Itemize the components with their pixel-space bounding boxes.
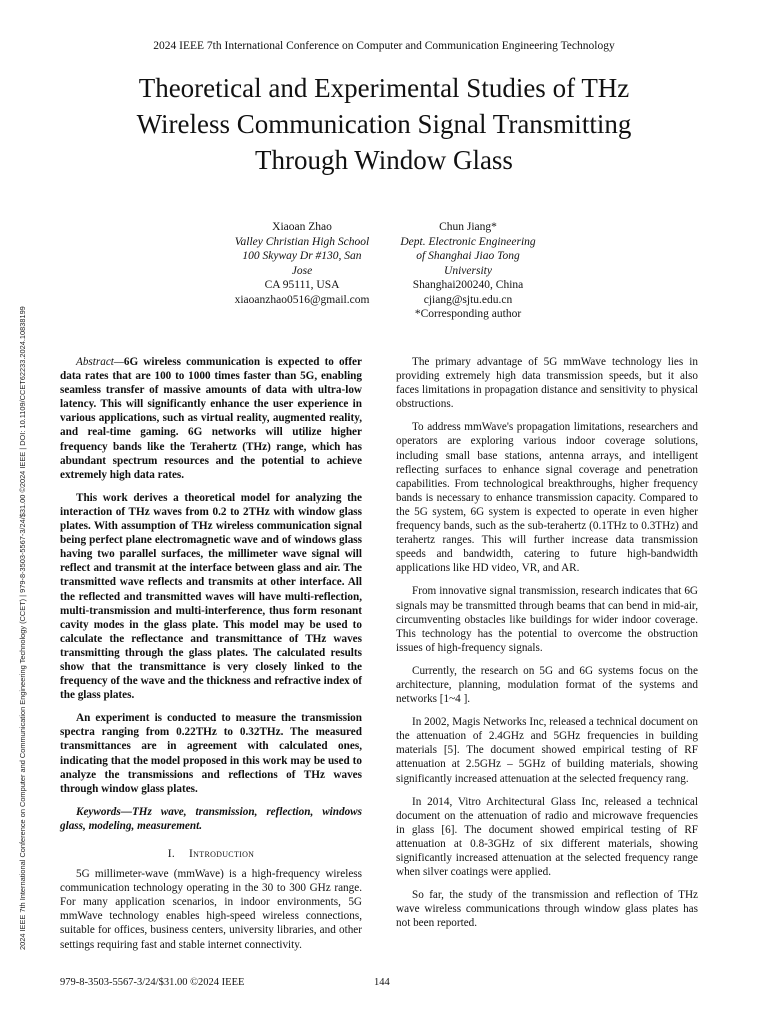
abstract xyxy=(60,355,362,796)
section-number: I. xyxy=(167,848,176,860)
author-address: Shanghai200240, China xyxy=(412,279,524,291)
abstract-paragraph: This work derives a theoretical model for analyzing the interaction of THz waves from 0.2 to 2THz with window glass plates. With assumption of THz wireless communication signal being perfect plane electromagnetic wave and of windows glass having two parallel surfaces, the millimeter wave signal will reflect and transmit at the interface between glass and air. The transmitted wave reflects and transmits at other interface. All the reflected and transmitted waves will have multi-reflection, multi-transmission and multi-interference, thus form resonant cavity modes in the glass plate. This model may be used to calculate the reflectance and transmittance of THz waves transmitting through the glass plates. The calculated results show that the transmittance is very closely linked to the frequency of the wave and the thickness and refractive index of the glass plates. xyxy=(60,491,362,702)
title-line: Theoretical and Experimental Studies of THz xyxy=(138,73,630,103)
body-paragraph: To address mmWave's propagation limitations, researchers and operators are exploring various indoor coverage solutions, including small base stations, antenna arrays, and intelligent reflecting surfaces to enhance signal coverage and penetration capabilities. From technological breakthroughs, higher frequency bands is necessary to enhance transmission capacity. Compared to the 5G system, 6G system is expected to operate in even higher frequency bands, such as the sub-terahertz (0.1THz to 0.3THz) and terahertz ranges. This will further increase data transmission speeds and bandwidth, catering to future high-bandwidth applications like HD video, VR, and AR. xyxy=(396,421,698,575)
title-line: Through Window Glass xyxy=(255,145,513,175)
footer-isbn: 979-8-3503-5567-3/24/$31.00 ©2024 IEEE xyxy=(60,977,245,988)
author-affiliation: University xyxy=(444,264,492,277)
paper-title xyxy=(60,70,708,178)
author-note: *Corresponding author xyxy=(414,308,522,320)
author-affiliation: 100 Skyway Dr #130, San xyxy=(242,250,362,262)
conference-header: 2024 IEEE 7th International Conference on Computer and Communication Engineering Technology xyxy=(153,40,615,52)
right-column xyxy=(396,355,698,939)
body-paragraph: In 2002, Magis Networks Inc, released a technical document on the attenuation of 2.4GHz and 5GHz frequencies in building materials [5]. The document showed empirical testing of RF attenuation at 2.5GHz – 5GHz of building materials, showing significantly increased attenuation at the selected frequency rang. xyxy=(396,716,698,785)
author-affiliation: Jose xyxy=(291,264,313,277)
author-affiliation: Valley Christian High School xyxy=(234,235,370,248)
section-title: Introduction xyxy=(189,848,255,860)
left-column xyxy=(60,355,362,961)
author-block-2 xyxy=(388,220,548,322)
abstract-lead: Abstract— xyxy=(76,356,124,368)
author-name: Chun Jiang* xyxy=(439,221,497,233)
title-line: Wireless Communication Signal Transmitting xyxy=(136,109,632,139)
author-email: cjiang@sjtu.edu.cn xyxy=(423,293,513,306)
abstract-paragraph xyxy=(60,355,362,482)
body-paragraph: 5G millimeter-wave (mmWave) is a high-frequency wireless communication technology operating in the 30 to 300 GHz range. For many application scenarios, in indoor environments, 5G mmWave technology enables high-speed wireless connections, suitable for offices, business centers, university libraries, and other settings requiring fast and stable internet connectivity. xyxy=(60,868,362,951)
author-email: xiaoanzhao0516@gmail.com xyxy=(234,293,370,306)
author-name: Xiaoan Zhao xyxy=(272,221,332,233)
abstract-text: 6G wireless communication is expected to offer data rates that are 100 to 1000 times faster than 5G, enabling seamless transfer of massive amounts of data with ultra-low latency. This will significantly enhance the user experience in various applications, such as virtual reality, augmented reality, and real-time gaming. 6G networks will utilize higher frequency bands like the Terahertz (THz) range, which has abundant spectrum resources and the potential to achieve extremely high data rates. xyxy=(60,356,362,481)
body-paragraph: From innovative signal transmission, research indicates that 6G signals may be transmitted through beams that can bend in mid-air, circumventing obstacles like buildings for wider indoor coverage. This technology has the potential to overcome the obstruction issues of high-frequency signals. xyxy=(396,585,698,654)
author-block-1 xyxy=(222,220,382,307)
body-paragraph: The primary advantage of 5G mmWave technology lies in providing extremely high data transmission speeds, but it also faces limitations in propagation distance and sensitivity to physical obstructions. xyxy=(396,356,698,411)
doi-side-strip: 2024 IEEE 7th International Conference on Computer and Communication Engineering Technology (CCET) | 979-8-3503-5567-3/24/$31.00 ©2024 IEEE | DOI: 10.1109/CCET62233.2024.10838199 xyxy=(18,306,27,950)
body-paragraph: Currently, the research on 5G and 6G systems focus on the architecture, planning, modulation format of the systems and networks [1~4 ]. xyxy=(396,664,698,706)
author-affiliation: of Shanghai Jiao Tong xyxy=(416,250,520,262)
page-number: 144 xyxy=(374,977,390,988)
body-paragraph: In 2014, Vitro Architectural Glass Inc, released a technical document on the attenuation of radio and microwave frequencies in glass [6]. The document showed empirical testing of RF attenuation at 0.8-3GHz of six different materials, showing significantly increased attenuation at the selected frequency range when silver coatings were applied. xyxy=(396,795,698,879)
section-heading xyxy=(60,847,362,861)
author-affiliation: Dept. Electronic Engineering xyxy=(400,235,536,248)
keywords: Keywords—THz wave, transmission, reflection, windows glass, modeling, measurement. xyxy=(60,805,362,832)
abstract-paragraph: An experiment is conducted to measure the transmission spectra ranging from 0.22THz to 0.32THz. The measured transmittances are in agreement with calculated ones, indicating that the model proposed in this work may be used to analyze the transmissions and reflections of THz waves through window glass plates. xyxy=(60,712,362,795)
author-address: CA 95111, USA xyxy=(264,279,340,291)
body-paragraph: So far, the study of the transmission and reflection of THz wave wireless communications through window glass plates has not been reported. xyxy=(396,889,698,930)
